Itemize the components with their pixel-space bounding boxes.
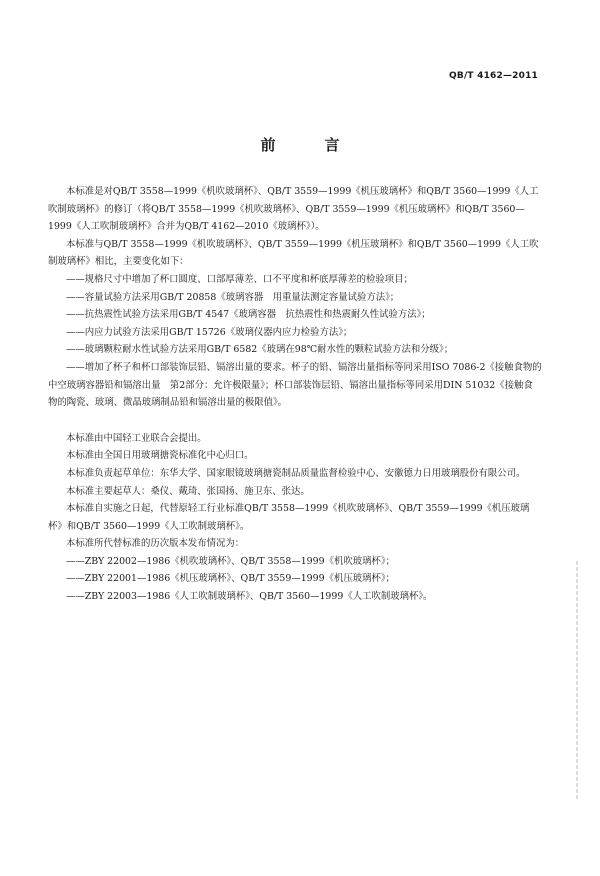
replacement-paragraph: 本标准自实施之日起，代替原轻工行业标准QB/T 3558—1999《机吹玻璃杯》、QB/T 3559—1999《机压玻璃杯》和QB/T 3560—1999《人工吹制玻璃杯》。 [48, 503, 530, 532]
change-item: ——玻璃颗粒耐水性试验方法采用GB/T 6582《玻璃在98℃耐水性的颗粒试验方法和分级》； [66, 344, 454, 356]
change-item: ——内应力试验方法采用GB/T 15726《玻璃仪器内应力检验方法》； [66, 326, 353, 338]
change-item: ——规格尺寸中增加了杯口圆度、口部厚薄差、口不平度和杯底厚薄差的检验项目； [66, 273, 413, 285]
history-intro-paragraph: 本标准所代替标准的历次版本发布情况为： [66, 538, 245, 550]
drafters-paragraph: 本标准主要起草人：桑仪、戴琦、张国扬、施卫东、张达。 [66, 485, 310, 497]
intro-paragraph: 本标准是对QB/T 3558—1999《机吹玻璃杯》、QB/T 3559—1999《机压玻璃杯》和QB/T 3560—1999《人工吹制玻璃杯》的修订（将QB/T 3558—1999《机吹玻璃杯》、QB/T 3559—1999《机压玻璃杯》和QB/T 3560—1999《人工吹制玻璃杯》合并为QB/T 4162—2010《玻璃杯》）。 [48, 186, 539, 233]
standard-code: QB/T 4162—2011 [449, 71, 538, 81]
history-item: ——ZBY 22001—1986《机压玻璃杯》、QB/T 3559—1999《机压玻璃杯》； [66, 573, 395, 585]
section-gap [48, 412, 542, 430]
history-item: ——ZBY 22003—1986《人工吹制玻璃杯》、QB/T 3560—1999《人工吹制玻璃杯》。 [66, 591, 433, 603]
change-item: ——增加了杯子和杯口部装饰层铅、镉溶出量的要求。杯子的铅、镉溶出量指标等同采用ISO 7086-2《接触食物的中空玻璃容器铅和镉溶出量 第2部分：允许极限量》；杯口部装饰层铅、镉溶出量指标等同采用DIN 51032《接触食物的陶瓷、玻璃、微晶玻璃制品铅和镉溶出量的极限值》。 [48, 361, 542, 409]
document-body [48, 183, 542, 606]
proposer-paragraph: 本标准由中国轻工业联合会提出。 [66, 432, 207, 444]
change-item: ——容量试验方法采用GB/T 20858《玻璃容器 用重量法测定容量试验方法》； [66, 291, 400, 303]
page-title: 前 言 [260, 136, 357, 154]
drafting-units-paragraph: 本标准负责起草单位：东华大学、国家眼镜玻璃搪瓷制品质量监督检验中心、安徽德力日用玻璃股份有限公司。 [66, 467, 526, 479]
centralizing-paragraph: 本标准由全国日用玻璃搪瓷标准化中心归口。 [66, 450, 254, 462]
change-item: ——抗热震性试验方法采用GB/T 4547《玻璃容器 抗热震性和热震耐久性试验方法》； [66, 309, 431, 321]
changes-intro-paragraph: 本标准与QB/T 3558—1999《机吹玻璃杯》、QB/T 3559—1999《机压玻璃杯》和QB/T 3560—1999《人工吹制玻璃杯》相比，主要变化如下： [48, 238, 539, 268]
history-item: ——ZBY 22002—1986《机吹玻璃杯》、QB/T 3558—1999《机吹玻璃杯》； [66, 555, 395, 567]
scan-edge-artifact [576, 560, 578, 800]
